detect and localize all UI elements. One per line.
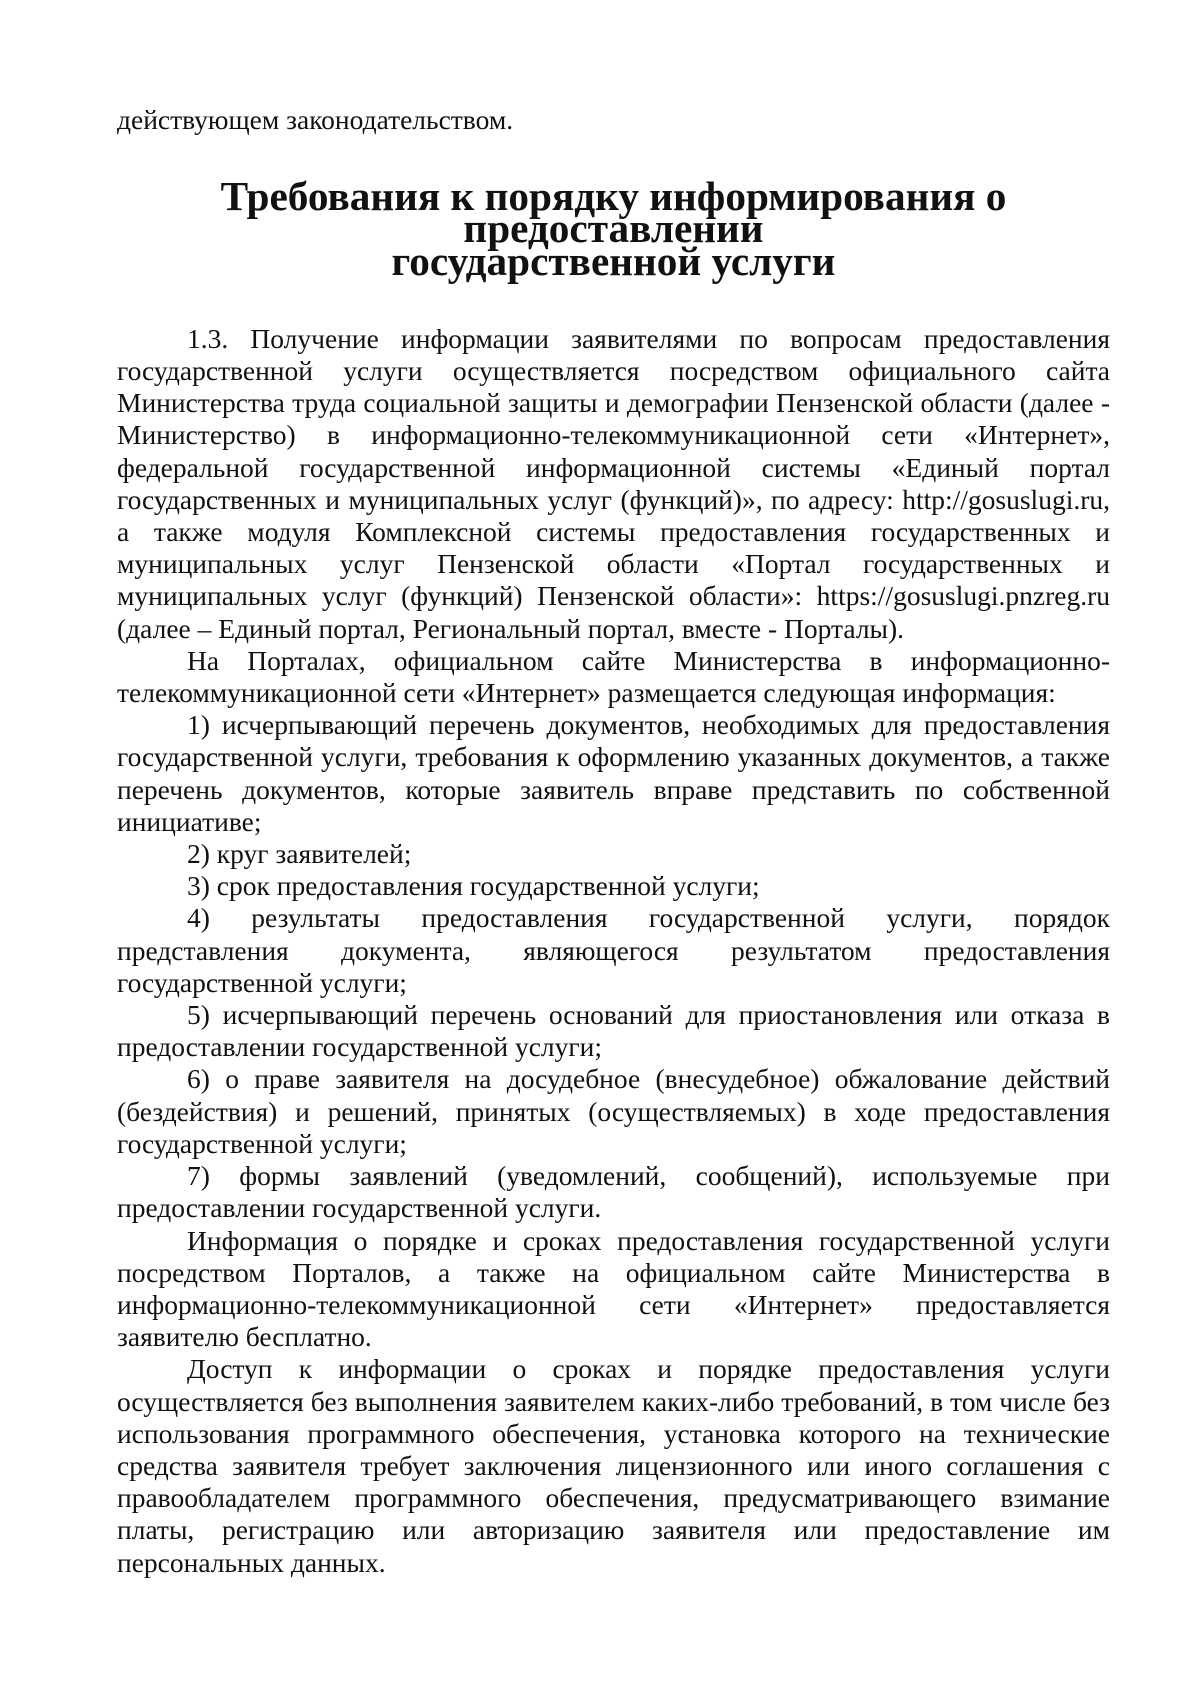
lead-line: действующем законодательством. [117, 104, 514, 135]
list-item-1: 1) исчерпывающий перечень документов, необходимых для предоставления государственной услуги, требования к оформлению указанных документов, а также перечень документов, которые заявитель вправе представить по собственной инициативе; [117, 709, 1110, 837]
paragraph-1-3: 1.3. Получение информации заявителями по вопросам предоставления государственной услуги осуществляется посредством официального сайта Министерства труда социальной защиты и демографии Пензенской области (далее - Министерство) в информационно-телекоммуникационной сети «Интернет», федеральной государственной информационной системы «Единый портал государственных и муниципальных услуг (функций)», по адресу: http://gosuslugi.ru, а также модуля Комплексной системы предоставления государственных и муниципальных услуг Пензенской области «Портал государственных и муниципальных услуг (функций) Пензенской области»: https://gosuslugi.pnzreg.ru (далее – Единый портал, Региональный портал, вместе - Порталы). [117, 322, 1110, 644]
list-item-7: 7) формы заявлений (уведомлений, сообщений), используемые при предоставлении государственной услуги. [117, 1160, 1110, 1224]
list-item-2: 2) круг заявителей; [187, 838, 412, 870]
document-page [117, 104, 1110, 1579]
list-item-5: 5) исчерпывающий перечень оснований для приостановления или отказа в предоставлении государственной услуги; [117, 999, 1110, 1063]
paragraph-free-info: Информация о порядке и сроках предоставления государственной услуги посредством Порталов, а также на официальном сайте Министерства в информационно-телекоммуникационной сети «Интернет» предоставляется заявителю бесплатно. [117, 1224, 1110, 1353]
list-item-6: 6) о праве заявителя на досудебное (внесудебное) обжалование действий (бездействия) и решений, принятых (осуществляемых) в ходе предоставления государственной услуги; [117, 1063, 1110, 1159]
paragraph-access: Доступ к информации о сроках и порядке предоставления услуги осуществляется без выполнения заявителем каких-либо требований, в том числе без использования программного обеспечения, установка которого на технические средства заявителя требует заключения лицензионного или иного соглашения с правообладателем программного обеспечения, предусматривающего взимание платы, регистрацию или авторизацию заявителя или предоставление им персональных данных. [117, 1353, 1110, 1578]
list-item-4: 4) результаты предоставления государственной услуги, порядок представления документа, являющегося результатом предоставления государственной услуги; [117, 902, 1110, 998]
section-heading-line-1: Требования к порядку информирования о предоставлении [220, 173, 1007, 252]
list-item-3: 3) срок предоставления государственной услуги; [187, 870, 760, 902]
section-heading [117, 173, 1110, 284]
section-heading-line-2: государственной услуги [391, 237, 836, 284]
paragraph-portals-info: На Порталах, официальном сайте Министерства в информационно-телекоммуникационной сети «Интернет» размещается следующая информация: [117, 644, 1110, 709]
